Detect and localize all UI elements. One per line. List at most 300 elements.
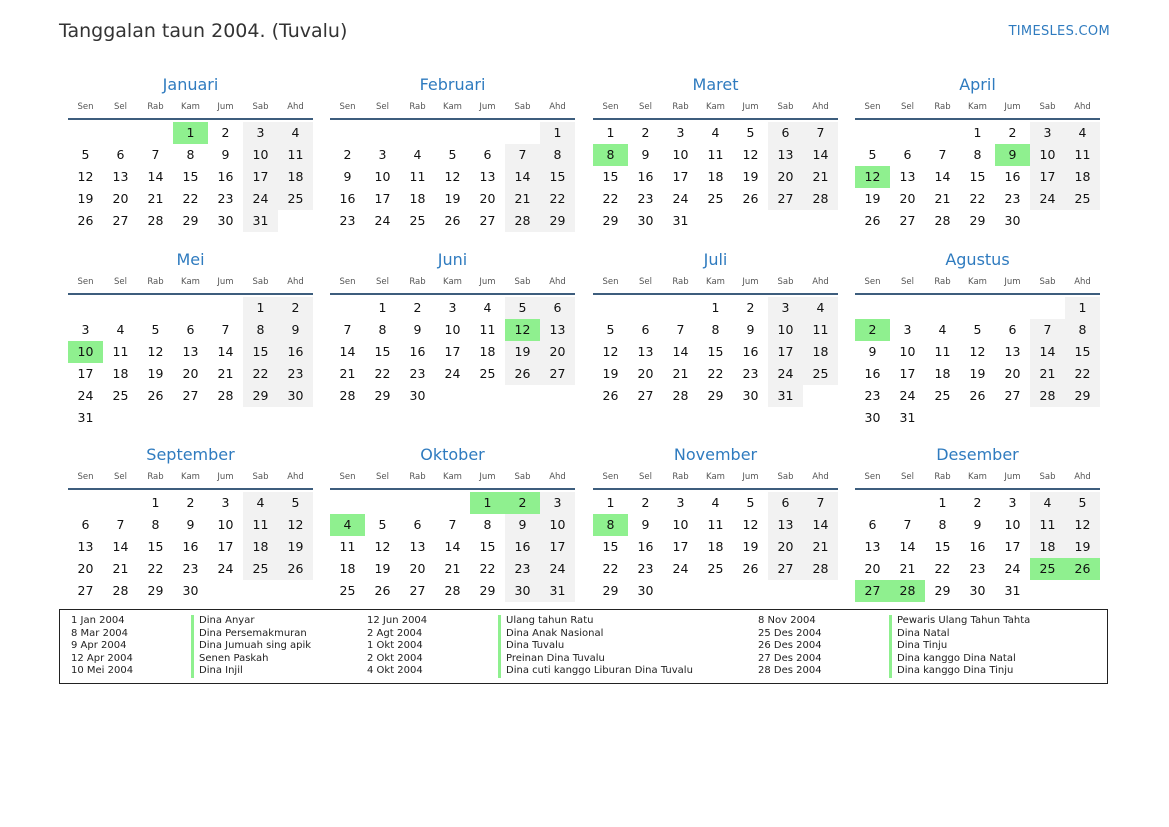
day-cell: 4: [243, 492, 278, 514]
day-cell: 25: [707, 191, 724, 206]
day-cell: 21: [505, 188, 540, 210]
empty-cell: [890, 492, 925, 514]
month-juni: [330, 250, 575, 407]
weekday-label: Jum: [479, 472, 496, 482]
month-april: [855, 75, 1100, 232]
day-cell: 14: [1030, 341, 1065, 363]
day-cell: 7: [151, 147, 160, 162]
day-cell: 9: [186, 517, 195, 532]
day-cell: 8: [1065, 319, 1100, 341]
weekday-label: Kam: [706, 472, 725, 482]
day-cell: 20: [768, 536, 803, 558]
day-cell: 29: [540, 210, 575, 232]
day-cell: 30: [969, 583, 986, 598]
weekday-header: [593, 100, 838, 114]
day-cell: 6: [768, 492, 803, 514]
empty-cell: [890, 297, 925, 319]
day-cell: 29: [1065, 385, 1100, 407]
weekday-label: Sab: [252, 102, 269, 112]
holiday-day-cell: 9: [995, 144, 1030, 166]
weekday-label: Ahd: [549, 472, 566, 482]
day-cell: 18: [479, 344, 496, 359]
day-cell: 27: [768, 188, 803, 210]
day-cell: 20: [409, 561, 426, 576]
day-cell: 24: [444, 366, 461, 381]
day-cell: 24: [1030, 188, 1065, 210]
day-cell: 10: [217, 517, 234, 532]
day-cell: 2: [343, 147, 352, 162]
weekday-label: Rab: [934, 277, 951, 287]
day-cell: 5: [973, 322, 982, 337]
weekday-label: Rab: [409, 277, 426, 287]
holiday-day-cell: 2: [505, 492, 540, 514]
day-cell: 18: [1065, 166, 1100, 188]
weekday-label: Rab: [672, 102, 689, 112]
day-cell: 4: [711, 495, 720, 510]
day-cell: 16: [969, 539, 986, 554]
day-cell: 3: [221, 495, 230, 510]
day-cell: 23: [1004, 191, 1021, 206]
day-cell: 16: [182, 539, 199, 554]
empty-cell: [138, 122, 173, 144]
legend-holiday-name: Ulang tahun Ratu: [498, 615, 693, 628]
weekday-label: Sel: [114, 102, 127, 112]
day-cell: 10: [444, 322, 461, 337]
day-cell: 29: [969, 213, 986, 228]
weekday-header: [68, 470, 313, 484]
day-cell: 21: [672, 366, 689, 381]
day-cell: 12: [147, 344, 164, 359]
empty-cell: [1030, 297, 1065, 319]
month-februari: [330, 75, 575, 232]
weekday-label: Sab: [1039, 102, 1056, 112]
day-cell: 19: [742, 539, 759, 554]
day-cell: 7: [343, 322, 352, 337]
day-cell: 23: [182, 561, 199, 576]
day-cell: 25: [479, 366, 496, 381]
day-cell: 15: [969, 169, 986, 184]
weekday-header: [68, 100, 313, 114]
day-cell: 7: [116, 517, 125, 532]
day-cell: 16: [637, 169, 654, 184]
day-cell: 26: [278, 558, 313, 580]
holiday-day-cell: 27: [855, 580, 890, 602]
day-cell: 1: [606, 495, 615, 510]
day-cell: 24: [77, 388, 94, 403]
day-cell: 26: [742, 561, 759, 576]
day-grid: [855, 297, 1100, 429]
weekday-label: Sen: [339, 102, 356, 112]
empty-cell: [68, 297, 103, 319]
day-cell: 6: [186, 322, 195, 337]
weekday-label: Sab: [252, 472, 269, 482]
month-desember: [855, 445, 1100, 602]
legend-holiday-name: Dina Natal: [889, 628, 1030, 641]
day-cell: 23: [864, 388, 881, 403]
day-cell: 6: [903, 147, 912, 162]
day-cell: 24: [672, 191, 689, 206]
day-cell: 27: [637, 388, 654, 403]
empty-cell: [855, 122, 890, 144]
day-cell: 17: [1030, 166, 1065, 188]
header-rule: [593, 293, 838, 295]
weekday-label: Sen: [602, 472, 619, 482]
empty-cell: [103, 122, 138, 144]
header-rule: [855, 293, 1100, 295]
day-cell: 27: [112, 213, 129, 228]
weekday-label: Sel: [639, 102, 652, 112]
day-cell: 22: [182, 191, 199, 206]
month-name: Agustus: [945, 250, 1010, 269]
day-cell: 14: [803, 144, 838, 166]
day-cell: 4: [116, 322, 125, 337]
day-cell: 5: [505, 297, 540, 319]
day-cell: 4: [413, 147, 422, 162]
day-cell: 26: [969, 388, 986, 403]
day-cell: 16: [742, 344, 759, 359]
day-cell: 20: [864, 561, 881, 576]
day-cell: 15: [147, 539, 164, 554]
day-cell: 25: [409, 213, 426, 228]
day-cell: 23: [278, 363, 313, 385]
legend-date: 8 Nov 2004: [758, 615, 816, 626]
legend-holiday-name: Dina Anyar: [191, 615, 311, 628]
day-grid: [68, 297, 313, 429]
day-cell: 3: [1008, 495, 1017, 510]
day-cell: 22: [374, 366, 391, 381]
legend-holiday-name: Dina Tuvalu: [498, 640, 693, 653]
day-cell: 20: [899, 191, 916, 206]
header-rule: [593, 118, 838, 120]
day-cell: 26: [444, 213, 461, 228]
day-cell: 30: [217, 213, 234, 228]
holiday-day-cell: 28: [890, 580, 925, 602]
day-cell: 4: [938, 322, 947, 337]
day-cell: 28: [112, 583, 129, 598]
day-cell: 2: [413, 300, 422, 315]
weekday-label: Sen: [77, 277, 94, 287]
day-cell: 4: [711, 125, 720, 140]
day-grid: [330, 492, 575, 602]
day-cell: 15: [934, 539, 951, 554]
day-cell: 18: [339, 561, 356, 576]
empty-cell: [855, 492, 890, 514]
day-cell: 20: [182, 366, 199, 381]
empty-cell: [855, 297, 890, 319]
day-cell: 10: [1004, 517, 1021, 532]
day-cell: 21: [147, 191, 164, 206]
day-cell: 5: [606, 322, 615, 337]
weekday-label: Ahd: [287, 472, 304, 482]
day-cell: 1: [606, 125, 615, 140]
day-cell: 9: [746, 322, 755, 337]
day-cell: 15: [602, 539, 619, 554]
legend-date: 12 Apr 2004: [71, 652, 133, 664]
weekday-label: Sel: [639, 472, 652, 482]
weekday-label: Sen: [77, 102, 94, 112]
empty-cell: [103, 297, 138, 319]
day-cell: 16: [637, 539, 654, 554]
weekday-label: Sel: [376, 472, 389, 482]
day-cell: 19: [505, 341, 540, 363]
day-cell: 8: [938, 517, 947, 532]
weekday-label: Sel: [639, 277, 652, 287]
day-cell: 30: [742, 388, 759, 403]
day-cell: 21: [1030, 363, 1065, 385]
day-cell: 2: [1008, 125, 1017, 140]
day-cell: 6: [768, 122, 803, 144]
day-cell: 19: [864, 191, 881, 206]
day-cell: 17: [77, 366, 94, 381]
day-cell: 27: [540, 363, 575, 385]
empty-cell: [173, 297, 208, 319]
day-cell: 5: [81, 147, 90, 162]
day-cell: 28: [803, 558, 838, 580]
holiday-day-cell: 10: [68, 341, 103, 363]
legend-date: 12 Jun 2004: [367, 615, 428, 626]
header-rule: [330, 118, 575, 120]
legend-date: 10 Mei 2004: [71, 665, 134, 677]
day-cell: 18: [1030, 536, 1065, 558]
day-cell: 14: [803, 514, 838, 536]
weekday-header: [855, 470, 1100, 484]
day-cell: 3: [676, 125, 685, 140]
day-cell: 7: [676, 322, 685, 337]
month-name: Juli: [703, 250, 728, 269]
weekday-label: Kam: [706, 102, 725, 112]
day-cell: 24: [243, 188, 278, 210]
day-cell: 12: [374, 539, 391, 554]
day-cell: 14: [934, 169, 951, 184]
header-rule: [68, 293, 313, 295]
day-cell: 13: [409, 539, 426, 554]
legend-date: 1 Okt 2004: [367, 640, 423, 652]
day-cell: 17: [374, 191, 391, 206]
day-cell: 31: [1004, 583, 1021, 598]
day-cell: 22: [479, 561, 496, 576]
day-cell: 7: [938, 147, 947, 162]
day-cell: 16: [278, 341, 313, 363]
day-grid: [68, 492, 313, 602]
day-cell: 13: [479, 169, 496, 184]
weekday-label: Rab: [147, 472, 164, 482]
legend-date: 25 Des 2004: [758, 627, 822, 639]
day-cell: 22: [969, 191, 986, 206]
day-cell: 7: [1030, 319, 1065, 341]
day-cell: 8: [973, 147, 982, 162]
day-cell: 3: [676, 495, 685, 510]
weekday-label: Sel: [901, 102, 914, 112]
day-cell: 21: [444, 561, 461, 576]
day-cell: 27: [77, 583, 94, 598]
day-cell: 11: [339, 539, 356, 554]
weekday-label: Kam: [706, 277, 725, 287]
day-grid: [855, 492, 1100, 602]
day-cell: 9: [343, 169, 352, 184]
day-cell: 11: [1065, 144, 1100, 166]
day-cell: 29: [243, 385, 278, 407]
day-cell: 27: [768, 558, 803, 580]
day-cell: 17: [672, 539, 689, 554]
empty-cell: [663, 297, 698, 319]
day-cell: 6: [483, 147, 492, 162]
day-grid: [593, 492, 838, 602]
day-cell: 29: [602, 583, 619, 598]
day-cell: 5: [746, 125, 755, 140]
month-name: Oktober: [420, 445, 485, 464]
day-cell: 28: [339, 388, 356, 403]
day-cell: 13: [768, 144, 803, 166]
day-cell: 6: [641, 322, 650, 337]
day-cell: 2: [973, 495, 982, 510]
weekday-label: Ahd: [812, 472, 829, 482]
site-link[interactable]: TIMESLES.COM: [1008, 24, 1110, 39]
empty-cell: [505, 122, 540, 144]
day-cell: 5: [278, 492, 313, 514]
day-cell: 8: [711, 322, 720, 337]
day-cell: 7: [505, 144, 540, 166]
day-cell: 23: [637, 191, 654, 206]
day-grid: [593, 122, 838, 232]
month-name: November: [673, 445, 758, 464]
day-cell: 30: [409, 388, 426, 403]
weekday-label: Kam: [443, 472, 462, 482]
weekday-label: Ahd: [287, 277, 304, 287]
day-cell: 30: [278, 385, 313, 407]
day-cell: 25: [1065, 188, 1100, 210]
empty-cell: [925, 122, 960, 144]
weekday-label: Rab: [409, 102, 426, 112]
day-cell: 19: [147, 366, 164, 381]
weekday-label: Sab: [514, 102, 531, 112]
day-cell: 1: [540, 122, 575, 144]
day-cell: 21: [803, 166, 838, 188]
month-name: September: [146, 445, 235, 464]
empty-cell: [593, 297, 628, 319]
day-cell: 22: [1065, 363, 1100, 385]
day-cell: 4: [278, 122, 313, 144]
day-cell: 26: [602, 388, 619, 403]
header-rule: [593, 488, 838, 490]
legend-holiday-name: Preinan Dina Tuvalu: [498, 653, 693, 666]
day-cell: 20: [1004, 366, 1021, 381]
day-cell: 31: [540, 580, 575, 602]
header-rule: [855, 118, 1100, 120]
day-cell: 4: [1065, 122, 1100, 144]
day-cell: 25: [278, 188, 313, 210]
header-rule: [330, 488, 575, 490]
weekday-label: Ahd: [549, 277, 566, 287]
month-name: Februari: [419, 75, 486, 94]
weekday-label: Kam: [181, 472, 200, 482]
day-cell: 20: [77, 561, 94, 576]
day-cell: 23: [969, 561, 986, 576]
day-cell: 10: [672, 517, 689, 532]
weekday-label: Rab: [934, 102, 951, 112]
month-juli: [593, 250, 838, 407]
day-cell: 28: [505, 210, 540, 232]
day-cell: 8: [483, 517, 492, 532]
day-cell: 27: [479, 213, 496, 228]
legend-holiday-name: Senen Paskah: [191, 653, 311, 666]
day-cell: 27: [899, 213, 916, 228]
day-grid: [593, 297, 838, 407]
day-cell: 13: [768, 514, 803, 536]
weekday-label: Sen: [339, 277, 356, 287]
day-cell: 6: [116, 147, 125, 162]
day-cell: 16: [864, 366, 881, 381]
weekday-label: Ahd: [812, 277, 829, 287]
legend-names-col-2: [498, 615, 693, 678]
holiday-day-cell: 1: [173, 122, 208, 144]
weekday-label: Jum: [742, 277, 759, 287]
legend-date: 1 Jan 2004: [71, 615, 125, 626]
day-cell: 3: [768, 297, 803, 319]
day-cell: 12: [742, 147, 759, 162]
day-cell: 15: [182, 169, 199, 184]
day-cell: 15: [479, 539, 496, 554]
legend-date: 2 Agt 2004: [367, 627, 423, 639]
day-cell: 30: [637, 583, 654, 598]
day-cell: 12: [1065, 514, 1100, 536]
day-cell: 15: [1065, 341, 1100, 363]
day-cell: 8: [186, 147, 195, 162]
day-cell: 9: [505, 514, 540, 536]
holiday-day-cell: 12: [855, 166, 890, 188]
empty-cell: [208, 297, 243, 319]
day-cell: 11: [803, 319, 838, 341]
month-name: Desember: [936, 445, 1019, 464]
day-cell: 22: [602, 191, 619, 206]
day-cell: 21: [803, 536, 838, 558]
day-cell: 1: [151, 495, 160, 510]
day-cell: 20: [112, 191, 129, 206]
day-cell: 28: [1030, 385, 1065, 407]
weekday-label: Sen: [602, 102, 619, 112]
day-cell: 27: [1004, 388, 1021, 403]
day-cell: 17: [768, 341, 803, 363]
weekday-label: Sen: [602, 277, 619, 287]
weekday-label: Rab: [147, 277, 164, 287]
weekday-header: [855, 275, 1100, 289]
weekday-label: Sen: [864, 102, 881, 112]
weekday-label: Sab: [777, 102, 794, 112]
empty-cell: [435, 122, 470, 144]
day-cell: 10: [672, 147, 689, 162]
weekday-label: Rab: [147, 102, 164, 112]
day-cell: 5: [868, 147, 877, 162]
day-cell: 7: [803, 122, 838, 144]
day-cell: 17: [899, 366, 916, 381]
day-cell: 19: [602, 366, 619, 381]
day-cell: 22: [540, 188, 575, 210]
day-cell: 18: [707, 539, 724, 554]
day-cell: 3: [540, 492, 575, 514]
empty-cell: [138, 297, 173, 319]
day-cell: 27: [182, 388, 199, 403]
day-cell: 11: [707, 517, 724, 532]
empty-cell: [68, 492, 103, 514]
day-cell: 19: [77, 191, 94, 206]
weekday-label: Sab: [777, 277, 794, 287]
day-cell: 4: [803, 297, 838, 319]
legend-dates-col-2: [367, 615, 427, 678]
day-cell: 3: [378, 147, 387, 162]
day-cell: 9: [221, 147, 230, 162]
day-cell: 22: [602, 561, 619, 576]
weekday-label: Sen: [77, 472, 94, 482]
day-cell: 18: [934, 366, 951, 381]
